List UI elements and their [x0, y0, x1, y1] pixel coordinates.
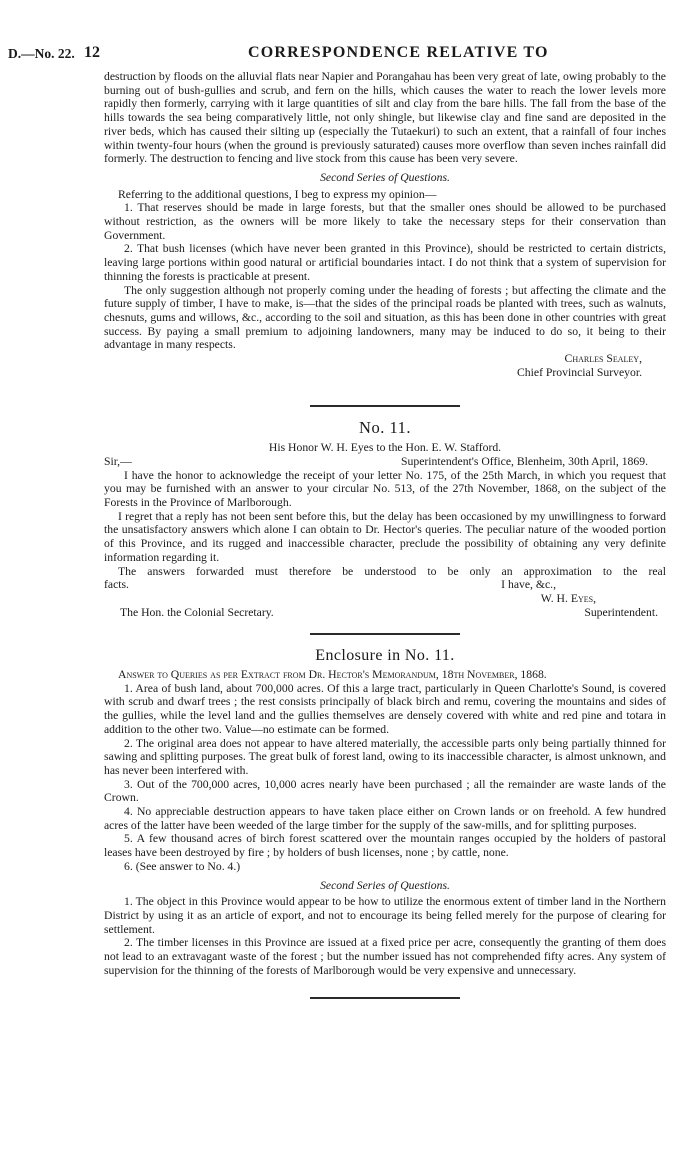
signature-title: Chief Provincial Surveyor. — [517, 365, 642, 379]
answer-item: 2. The original area does not appear to have altered materially, the accessible parts only being partially thinned for sawing and splitting purposes. The great bulk of forest land, owing to its inaccessible character, is almost unknown, and has never been interfered with. — [104, 736, 666, 777]
section-heading: Second Series of Questions. — [320, 170, 450, 184]
signature-name: W. H. Eyes, — [540, 591, 596, 605]
addressee-row — [104, 606, 666, 620]
running-title: CORRESPONDENCE RELATIVE TO — [248, 44, 549, 61]
section-heading: Second Series of Questions. — [320, 878, 450, 892]
letter-number-heading: No. 11. — [359, 418, 411, 438]
paragraph-end: facts. — [104, 578, 129, 592]
paragraph: The answers forwarded must therefore be understood to be only an approximation to the real — [118, 564, 666, 578]
page-number: 12 — [84, 44, 100, 61]
answer-item: 5. A few thousand acres of birch forest scattered over the mountain ranges occupied by the holders of pastoral leases have been destroyed by fire ; by holders of bush licenses, none ; by cattle, none. — [104, 832, 666, 860]
signature-title: Superintendent. — [584, 605, 658, 619]
addressee: The Hon. the Colonial Secretary. — [120, 605, 274, 619]
closing: I have, &c., — [501, 578, 556, 592]
section-divider — [310, 405, 460, 407]
page-header — [0, 44, 700, 66]
answer-item: 2. The timber licenses in this Province are issued at a fixed price per acre, consequently the granting of them does not lead to an extravagant waste of the forest ; but the number issued has not comprehended fifty acres. Any system of supervision for the thinning of the forests of Marlborough would be very expensive and unnecessary. — [104, 936, 666, 977]
section-divider — [310, 997, 460, 999]
enclosure-intro: Answer to Queries as per Extract from Dr. Hector's Memorandum, 18th November, 1868. — [118, 668, 547, 682]
list-item: 1. That reserves should be made in large forests, but that the smaller ones should be allowed to be purchased without restriction, as the owners will be more likely to take the necessary steps for their conservation than Government. — [104, 201, 666, 242]
continued-paragraph: destruction by floods on the alluvial flats near Napier and Porangahau has been very great of late, owing probably to the burning out of bush-gullies and scrub, and fern on the hills, which causes the water to reach the lower levels more rapidly then formerly, carrying with it large quantities of silt and clay from the bare hills. The fall from the base of the hills towards the sea being comparatively little, not only shingle, but likewise clay and fine sand are deposited in the river beds, which has caused their silting up (especially the Tutaekuri) to such an extent, that a rainfall of four inches within twenty-four hours (when the ground is previously saturated) causes more overflow than seven inches rainfall did formerly. The destruction to fencing and live stock from this cause has been very severe. — [104, 70, 666, 166]
salutation: Sir,— — [104, 454, 132, 468]
answer-item: 1. The object in this Province would appear to be how to utilize the enormous extent of timber land in the Northern District by using it as an article of export, and not to encourage its being felled merely for the purpose of clearing for settlement. — [104, 895, 666, 936]
document-reference: D.—No. 22. — [8, 46, 75, 61]
section-divider — [310, 633, 460, 635]
answer-item: 1. Area of bush land, about 700,000 acres. Of this a large tract, particularly in Queen Charlotte's Sound, is covered with scrub and dwarf trees ; the rest consists principally of black birch and remu, covering the mountains and sides of the gullies, while the level land and the gullies themselves are densely covered with white and red pine and totara in addition to the other two. Value—no estimate can be formed. — [104, 681, 666, 736]
letter-from-to: His Honor W. H. Eyes to the Hon. E. W. Stafford. — [268, 441, 502, 455]
enclosure-heading: Enclosure in No. 11. — [315, 647, 455, 665]
answer-item: 4. No appreciable destruction appears to have taken place either on Crown lands or on freehold. A few hundred acres of the latter have been weeded of the large timber for the supply of the saw-mills, and for splitting purposes. — [104, 805, 666, 832]
location-date: Superintendent's Office, Blenheim, 30th April, 1869. — [401, 454, 648, 468]
answer-item: 3. Out of the 700,000 acres, 10,000 acres nearly have been purchased ; all the remainder are waste lands of the Crown. — [104, 777, 666, 805]
paragraph: I regret that a reply has not been sent before this, but the delay has been occasioned by my unwillingness to forward the unsatisfactory answers which alone I can obtain to Dr. Hector's queries. The peculiar nature of the wooded portion of this Province, and its rugged and inaccessible character, preclude the possibility of obtaining any very definite information regarding it. — [104, 509, 666, 564]
paragraph: Referring to the additional questions, I beg to express my opinion— — [118, 187, 437, 201]
paragraph: I have the honor to acknowledge the receipt of your letter No. 175, of the 25th March, in which you request that you may be furnished with an answer to your circular No. 513, of the 27th November, 1868, on the subject of the Forests in the Province of Marlborough. — [104, 468, 666, 509]
list-item: The only suggestion although not properly coming under the heading of forests ; but affecting the climate and the future supply of timber, I have to make, is—that the sides of the principal roads be planted with trees, such as walnuts, chesnuts, gums and willows, &c., according to the soil and situation, as this has been done in other countries with great success. By paying a small premium to adjoining landowners, many may be induced to do so, it being to their advantage in many respects. — [104, 283, 666, 352]
closing-row — [104, 578, 666, 592]
list-item: 2. That bush licenses (which have never been granted in this Province), should be restricted to certain districts, leaving large portions within good natural or artificial boundaries intact. I do not think that a system of supervision for thinning the forests is practicable at present. — [104, 242, 666, 283]
answer-item: 6. (See answer to No. 4.) — [124, 859, 241, 873]
page-body — [104, 70, 666, 999]
letter-dateline — [104, 455, 666, 469]
signature-name: Charles Sealey, — [564, 352, 642, 366]
